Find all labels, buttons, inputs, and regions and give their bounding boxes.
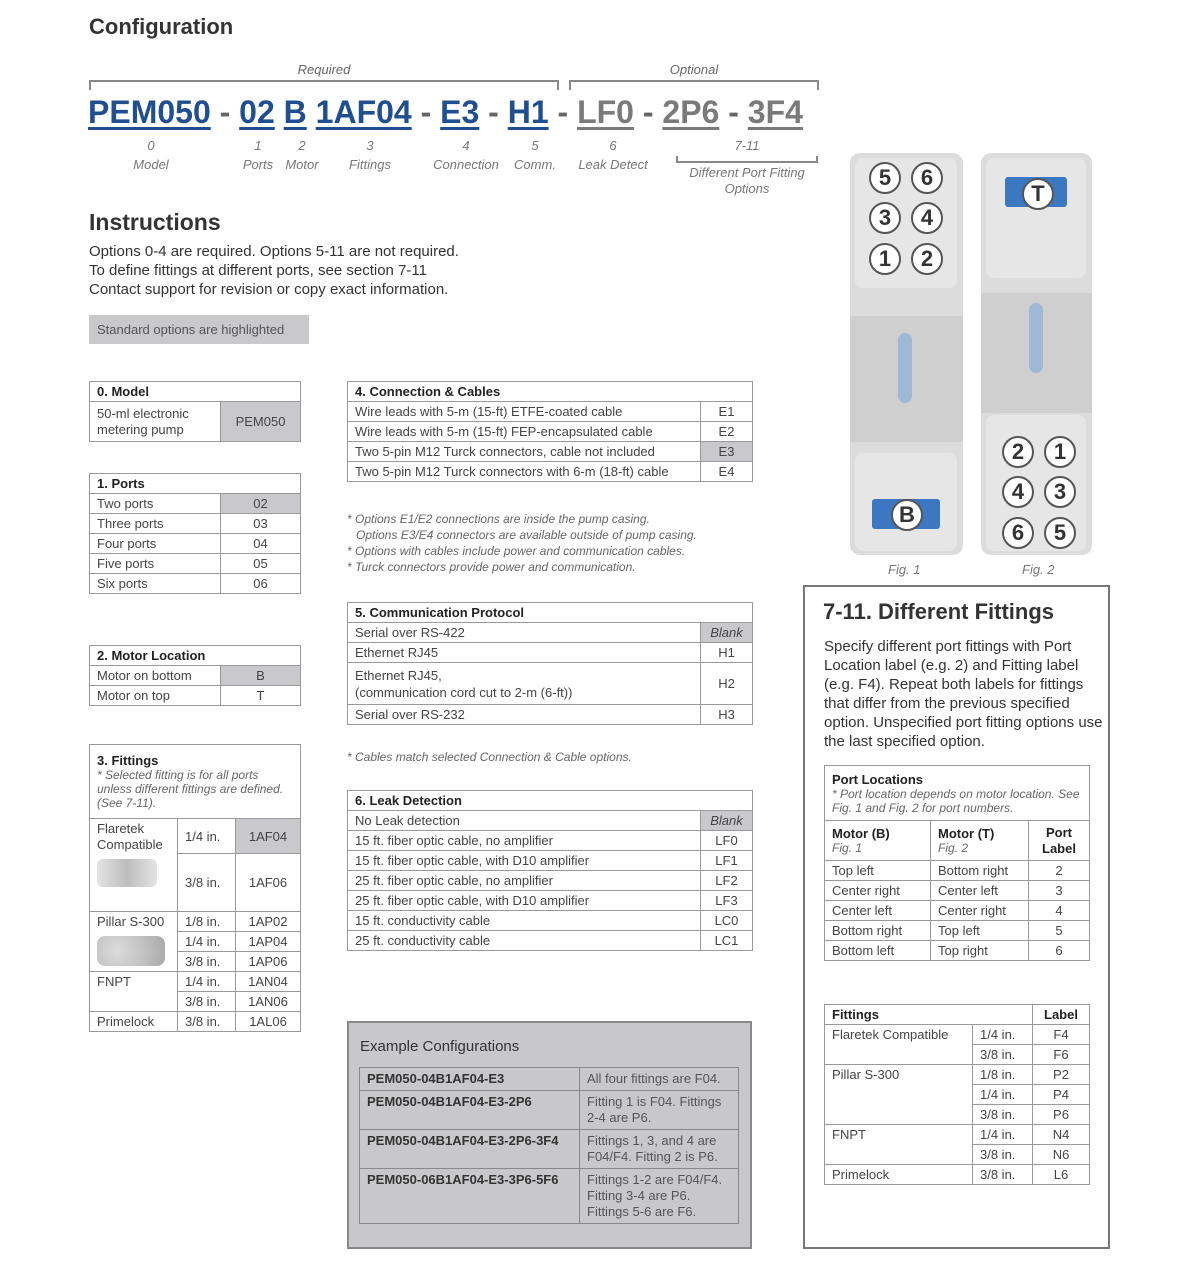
comm-table: 5. Communication Protocol Serial over RS-422 Blank Ethernet RJ45 H1 Ethernet RJ45, (communication cord cut to 2-m (6-ft)) H2 Serial over RS-232 H3 <box>347 602 753 725</box>
code-comm: H1 <box>507 94 549 130</box>
figure-1-pump <box>850 153 963 555</box>
fig1-port-3: 3 <box>869 202 901 234</box>
code-sep: - <box>557 94 569 130</box>
different-fittings-table: Fittings Label Flaretek Compatible 1/4 in. F4 3/8 in. F6 Pillar S-300 1/8 in. P2 1/4 in. P4 3/8 in. P6 FNPT 1/4 in. N4 3/8 in. N6 Primelock 3/8 in. L6 <box>824 1004 1090 1185</box>
config-code <box>88 94 803 131</box>
caption-motor: 2 Motor <box>285 138 319 172</box>
caption-connection: 4 Connection <box>433 138 499 172</box>
fig1-port-5: 5 <box>869 162 901 194</box>
different-fittings-text: Specify different port fittings with Port Location label (e.g. 2) and Fitting label (e.g. F4). Repeat both labels for fittings that differ from the previous specified option. Unspecified port fitting options use the last specified option. <box>824 638 1103 750</box>
motor-table: 2. Motor Location Motor on bottom B Motor on top T <box>89 645 301 706</box>
fig1-port-2: 2 <box>911 243 943 275</box>
different-fittings-title: 7-11. Different Fittings <box>823 599 1055 624</box>
fig2-port-5: 5 <box>1044 517 1076 549</box>
fig2-port-6: 6 <box>1002 517 1034 549</box>
code-connection: E3 <box>440 94 480 130</box>
code-sep: - <box>728 94 739 130</box>
fig1-motor-label: B <box>891 499 923 531</box>
caption-model: 0 Model <box>133 138 169 172</box>
fig1-port-4: 4 <box>911 202 943 234</box>
code-sep: - <box>219 94 231 130</box>
connection-notes: * Options E1/E2 connections are inside the pump casing. Options E3/E4 connectors are available outside of pump casing. * Options with cables include power and communication cables. * Turck connectors provide power and communication. <box>347 512 697 574</box>
optional-bracket <box>569 80 819 90</box>
page-title: Configuration <box>89 14 234 39</box>
ports-table: 1. Ports Two ports 02 Three ports 03 Four ports 04 Five ports 05 Six ports 06 <box>89 473 301 594</box>
fig2-port-4: 4 <box>1002 476 1034 508</box>
code-ports: 02 <box>239 94 275 130</box>
instructions-text: Options 0-4 are required. Options 5-11 are not required. To define fittings at different ports, see section 7-11 Contact support for revision or copy exact information. <box>89 243 459 298</box>
example-configurations: Example Configurations PEM050-04B1AF04-E3 All four fittings are F04. PEM050-04B1AF04-E3-2P6 Fitting 1 is F04. Fittings 2-4 are P6. PEM050-04B1AF04-E3-2P6-3F4 Fittings 1, 3, and 4 are F04/F4. Fitting 2 is P6. PEM050-06B1AF04-E3-3P6-5F6 Fittings 1-2 are F04/F4. Fitting 3-4 are P6. Fittings 5-6 are F6. <box>347 1021 752 1249</box>
code-opt2: 3F4 <box>747 94 803 130</box>
code-model: PEM050 <box>88 94 211 130</box>
caption-different: 7-11 Different Port Fitting Options <box>676 138 818 197</box>
standard-options-note: Standard options are highlighted <box>89 315 309 344</box>
different-fittings-box <box>803 585 1110 1249</box>
fig2-port-2: 2 <box>1002 436 1034 468</box>
fig2-caption: Fig. 2 <box>1022 562 1055 577</box>
code-sep: - <box>420 94 432 130</box>
caption-fittings: 3 Fittings <box>349 138 391 172</box>
code-motor: B <box>283 94 307 130</box>
comm-note: * Cables match selected Connection & Cable options. <box>347 750 632 764</box>
fittings-table: 3. Fittings * Selected fitting is for all ports unless different fittings are defined. (See 7-11). Flaretek Compatible 1/4 in. 1AF04 3/8 in. 1AF06 Pillar S-300 1/8 in. 1AP02 1/4 in. 1AP04 3/8 in. 1AP06 FNPT 1/4 in. 1AN04 3/8 in. 1AN06 Primelock 3/8 in. 1AL06 <box>89 744 301 1032</box>
caption-ports: 1 Ports <box>242 138 274 172</box>
code-sep: - <box>488 94 499 130</box>
fig2-port-3: 3 <box>1044 476 1076 508</box>
fig2-port-1: 1 <box>1044 436 1076 468</box>
caption-comm: 5 Comm. <box>514 138 556 172</box>
optional-label: Optional <box>669 62 719 77</box>
fig1-caption: Fig. 1 <box>888 562 921 577</box>
leak-table: 6. Leak Detection No Leak detection Blank 15 ft. fiber optic cable, no amplifier LF0 15 ft. fiber optic cable, with D10 amplifier LF1 25 ft. fiber optic cable, no amplifier LF2 25 ft. fiber optic cable, with D10 amplifier LF3 15 ft. conductivity cable LC0 25 ft. conductivity cable LC1 <box>347 790 753 951</box>
fig2-motor-label: T <box>1022 178 1054 210</box>
model-table: 0. Model 50-ml electronic metering pump PEM050 <box>89 381 301 442</box>
required-bracket <box>89 80 559 90</box>
connection-table: 4. Connection & Cables Wire leads with 5-m (15-ft) ETFE-coated cable E1 Wire leads with 5-m (15-ft) FEP-encapsulated cable E2 Two 5-pin M12 Turck connectors, cable not included E3 Two 5-pin M12 Turck connectors with 6-m (18-ft) cable E4 <box>347 381 753 482</box>
pillar-fitting-image <box>97 936 165 966</box>
code-sep: - <box>642 94 654 130</box>
flaretek-fitting-image <box>97 859 157 887</box>
port-locations-table: Port Locations * Port location depends on motor location. See Fig. 1 and Fig. 2 for port numbers. Motor (B) Fig. 1 Motor (T) Fig. 2 Port Label Top left Bottom right 2 Center right Center left 3 Center left Center right 4 Bottom right Top left 5 Bottom left Top right 6 <box>824 765 1090 961</box>
code-opt1: 2P6 <box>662 94 720 130</box>
instructions-heading: Instructions <box>89 209 221 235</box>
caption-leak: 6 Leak Detect <box>578 138 648 172</box>
required-label: Required <box>297 62 351 77</box>
code-leak: LF0 <box>577 94 634 130</box>
fig1-port-6: 6 <box>911 162 943 194</box>
code-fittings: 1AF04 <box>315 94 412 130</box>
fig1-port-1: 1 <box>869 243 901 275</box>
